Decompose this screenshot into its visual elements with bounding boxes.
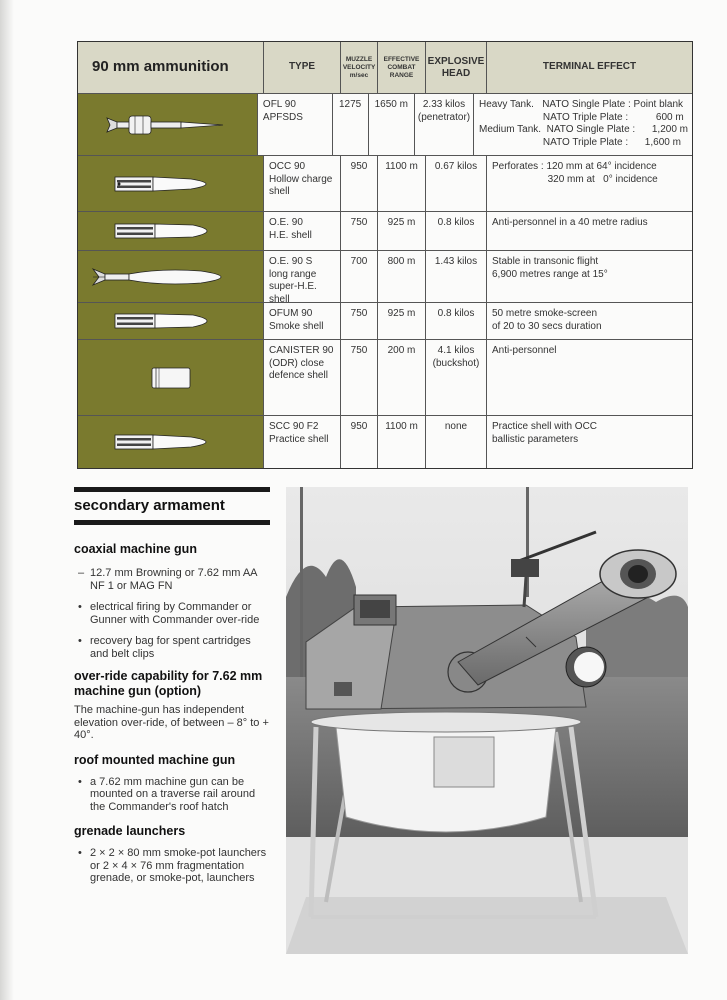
- ammo-type: OCC 90: [269, 161, 306, 172]
- table-row: SCC 90 F2 Practice shell 950 1100 m none Practice shell with OCC ballistic parameters: [78, 416, 692, 468]
- list-item: – 12.7 mm Browning or 7.62 mm AA NF 1 or MAG FN: [78, 567, 257, 592]
- divider: [74, 520, 270, 525]
- combat-range-value: 925 m: [378, 212, 426, 250]
- muzzle-velocity-value: 1275: [333, 94, 369, 155]
- header-terminal-effect: TERMINAL EFFECT: [542, 61, 637, 73]
- explosive-head-value: 1.43 kilos: [434, 256, 478, 267]
- table-row: OFUM 90 Smoke shell 750 925 m 0.8 kilos 50 metre smoke-screen of 20 to 30 secs duration: [78, 303, 692, 340]
- ammo-type: OFL 90: [262, 99, 296, 110]
- list-item: • electrical firing by Commander or Gunner with Commander over-ride: [78, 601, 260, 626]
- terminal-effect-text: Anti-personnel: [492, 345, 557, 356]
- combat-range-value: 200 m: [378, 340, 426, 415]
- list-item: • 2 × 2 × 80 mm smoke-pot launchers or 2 × 4 × 76 mm fragmentation grenade, or smoke-pot, launchers: [78, 847, 267, 884]
- roof-gun-list: [74, 776, 270, 814]
- muzzle-velocity-value: 700: [341, 251, 378, 302]
- canister-round-icon: [78, 340, 264, 415]
- list-item: • recovery bag for spent cartridges and belt clips: [78, 635, 251, 660]
- terminal-effect-text: Stable in transonic flight 6,900 metres range at 15°: [492, 256, 608, 280]
- roof-gun-heading: roof mounted machine gun: [74, 752, 236, 767]
- he-shell-icon: [78, 212, 264, 250]
- table-row: CANISTER 90 (ODR) close defence shell 750 200 m 4.1 kilos (buckshot) Anti-personnel: [78, 340, 692, 416]
- table-title: 90 mm ammunition: [92, 58, 229, 76]
- combat-range-value: 1100 m: [378, 416, 426, 468]
- muzzle-velocity-value: 950: [341, 416, 378, 468]
- explosive-head-value: none: [444, 421, 468, 432]
- ammo-type: CANISTER 90: [269, 345, 334, 356]
- page-edge-shadow: [0, 0, 14, 1000]
- explosive-head-value: 0.67 kilos: [434, 161, 478, 172]
- smoke-shell-icon: [78, 303, 264, 339]
- ammo-type: SCC 90 F2: [269, 421, 319, 432]
- ammunition-table: [77, 41, 693, 469]
- header-title-cell: [78, 42, 264, 93]
- combat-range-value: 925 m: [378, 303, 426, 339]
- grenade-heading: grenade launchers: [74, 824, 186, 838]
- muzzle-velocity-value: 950: [341, 156, 378, 211]
- combat-range-value: 1650 m: [369, 94, 415, 155]
- terminal-effect-text: Perforates : 120 mm at 64° incidence 320 mm at 0° incidence: [492, 161, 658, 185]
- hollow-charge-shell-icon: [78, 156, 264, 211]
- table-row: OFL 90 APFSDS 1275 1650 m 2.33 kilos (penetrator) Heavy Tank. NATO Single Plate : Point blank NATO Triple Plate : 600 m Medium Tank. NATO Single Plate : 1,200 m NATO Triple Plate : 1,600 m: [78, 94, 692, 156]
- table-header-row: [78, 42, 692, 94]
- muzzle-velocity-value: 750: [341, 212, 378, 250]
- ammo-type: OFUM 90: [269, 308, 313, 319]
- ammo-type: O.E. 90: [269, 217, 303, 228]
- table-row: O.E. 90 H.E. shell 750 925 m 0.8 kilos Anti-personnel in a 40 metre radius: [78, 212, 692, 251]
- header-combat-range: EFFECTIVE COMBAT RANGE: [378, 42, 426, 93]
- coaxial-list: [74, 567, 270, 660]
- table-row: OCC 90 Hollow charge shell 950 1100 m 0.67 kilos Perforates : 120 mm at 64° incidence 320 mm at 0° incidence: [78, 156, 692, 212]
- muzzle-velocity-value: 750: [341, 340, 378, 415]
- ammo-type: O.E. 90 S: [269, 256, 313, 267]
- header-type: TYPE: [264, 42, 341, 93]
- header-explosive-head: EXPLOSIVE HEAD: [426, 42, 487, 93]
- turret-photo: [286, 487, 688, 954]
- muzzle-velocity-value: 750: [341, 303, 378, 339]
- combat-range-value: 1100 m: [378, 156, 426, 211]
- list-item: • a 7.62 mm machine gun can be mounted on a traverse rail around the Commander's roof hatch: [78, 775, 256, 813]
- coaxial-heading: coaxial machine gun: [74, 542, 197, 556]
- grenade-list: [74, 847, 270, 885]
- explosive-head-value: 0.8 kilos: [437, 308, 475, 319]
- section-title: secondary armament: [74, 497, 225, 514]
- explosive-head-value: 0.8 kilos: [437, 217, 475, 228]
- combat-range-value: 800 m: [378, 251, 426, 302]
- terminal-effect-text: 50 metre smoke-screen of 20 to 30 secs duration: [492, 308, 602, 332]
- terminal-effect-text: Anti-personnel in a 40 metre radius: [492, 217, 648, 228]
- terminal-effect-text: Heavy Tank. NATO Single Plate : Point blank NATO Triple Plate : 600 m Medium Tank. NATO Single Plate : 1,200 m NATO Triple Plate : 1,600 m: [479, 99, 688, 148]
- header-muzzle-velocity: MUZZLE VELOCITY m/sec: [341, 42, 378, 93]
- override-text: The machine-gun has independent elevation over-ride, of between – 8° to + 40°.: [74, 704, 269, 741]
- long-range-he-shell-icon: [78, 251, 264, 302]
- terminal-effect-text: Practice shell with OCC ballistic parameters: [492, 421, 598, 445]
- explosive-head-value: 4.1 kilos: [437, 345, 475, 356]
- secondary-armament-section: [74, 487, 270, 894]
- override-heading: over-ride capability for 7.62 mm machine gun (option): [74, 669, 263, 698]
- practice-shell-icon: [78, 416, 264, 468]
- apfsds-round-icon: [78, 94, 258, 155]
- explosive-head-value: 2.33 kilos: [422, 99, 466, 110]
- table-row: O.E. 90 S long range super-H.E. shell 700 800 m 1.43 kilos Stable in transonic flight 6,900 metres range at 15°: [78, 251, 692, 303]
